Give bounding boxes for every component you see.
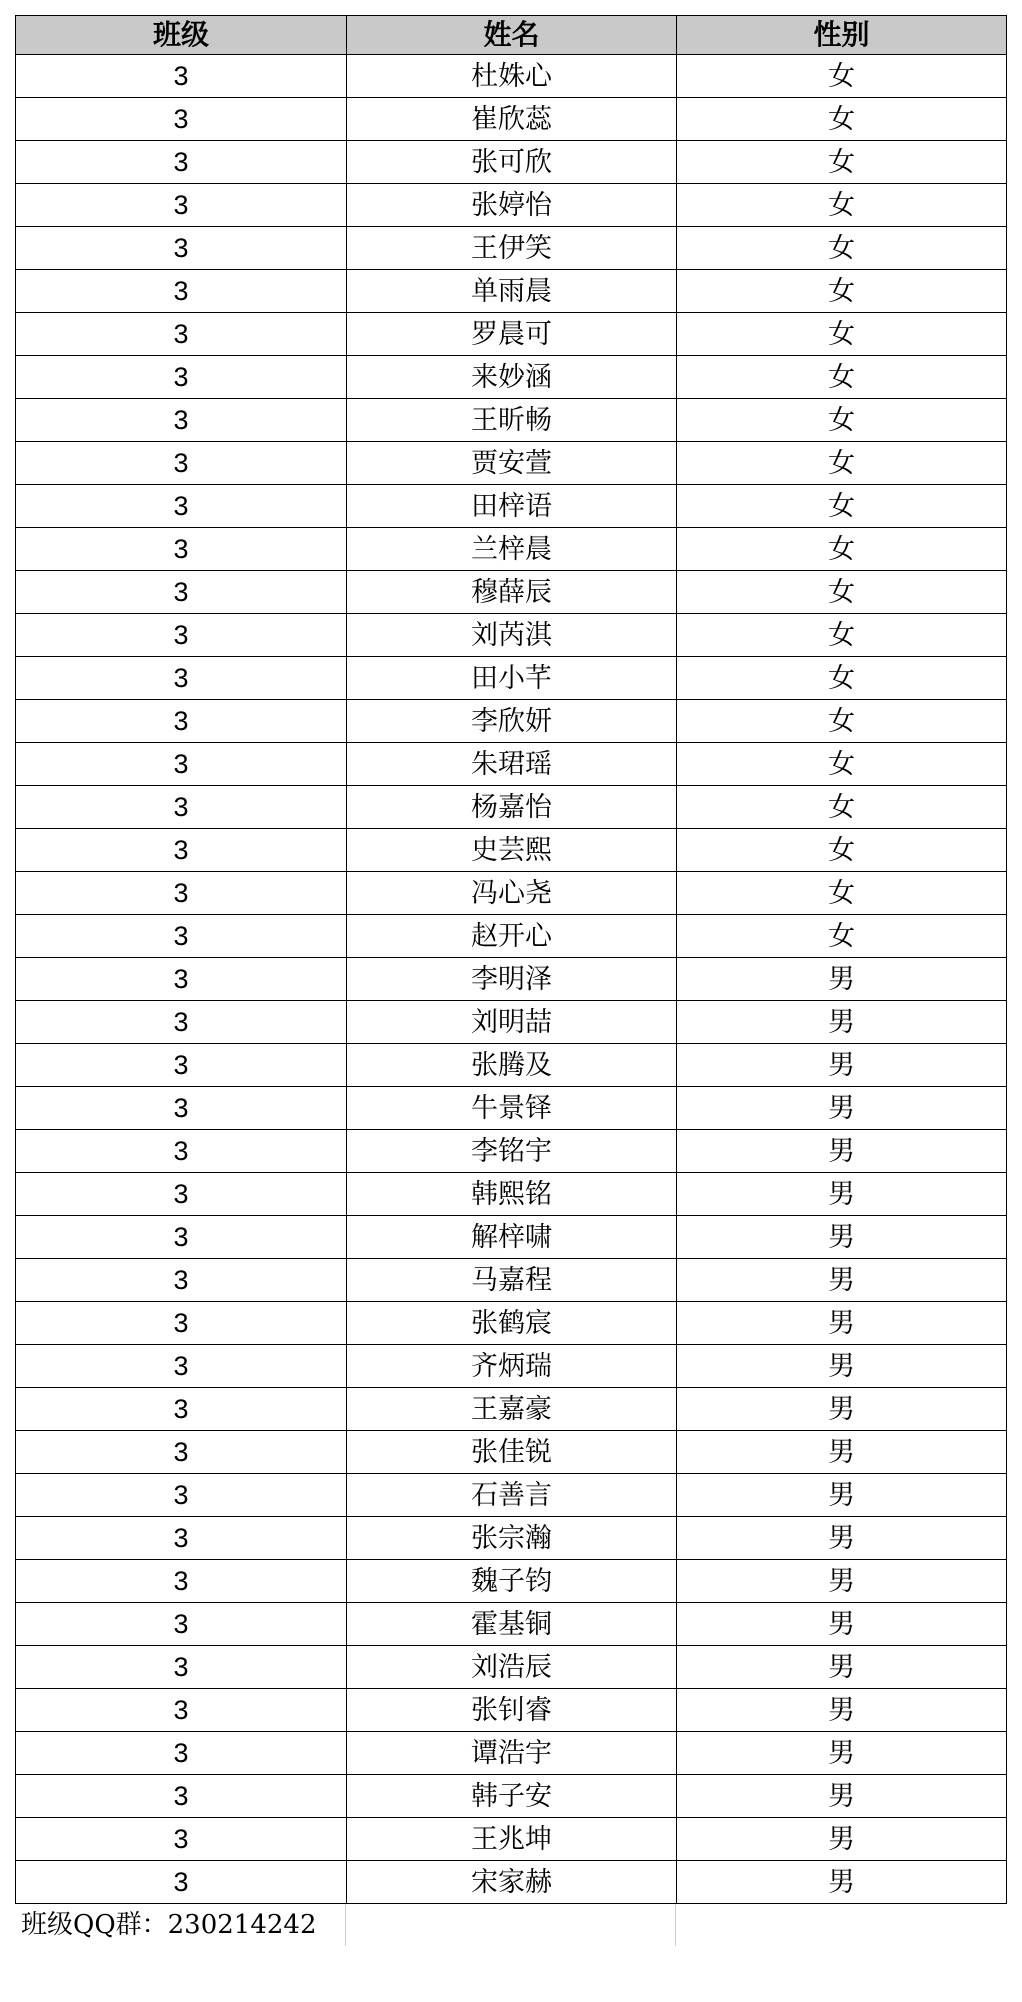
table-row <box>16 1603 1007 1646</box>
cell-class: 3 <box>16 1087 347 1130</box>
table-row <box>16 829 1007 872</box>
cell-class: 3 <box>16 485 347 528</box>
cell-name: 张佳锐 <box>347 1431 677 1474</box>
cell-name: 杜姝心 <box>347 55 677 98</box>
cell-class: 3 <box>16 700 347 743</box>
cell-gender: 男 <box>677 1087 1007 1130</box>
cell-gender: 男 <box>677 1861 1007 1904</box>
cell-class: 3 <box>16 872 347 915</box>
cell-class: 3 <box>16 399 347 442</box>
cell-name: 谭浩宇 <box>347 1732 677 1775</box>
cell-name: 王昕畅 <box>347 399 677 442</box>
cell-name: 韩熙铭 <box>347 1173 677 1216</box>
cell-class: 3 <box>16 1474 347 1517</box>
table-row <box>16 1173 1007 1216</box>
cell-name: 解梓啸 <box>347 1216 677 1259</box>
cell-gender: 男 <box>677 1775 1007 1818</box>
cell-gender: 女 <box>677 657 1007 700</box>
cell-name: 田小芊 <box>347 657 677 700</box>
cell-name: 张鹤宸 <box>347 1302 677 1345</box>
table-row <box>16 958 1007 1001</box>
cell-gender: 男 <box>677 1259 1007 1302</box>
cell-name: 王嘉豪 <box>347 1388 677 1431</box>
cell-name: 刘芮淇 <box>347 614 677 657</box>
cell-gender: 女 <box>677 184 1007 227</box>
table-row <box>16 743 1007 786</box>
cell-gender: 女 <box>677 98 1007 141</box>
cell-gender: 男 <box>677 1818 1007 1861</box>
table-row <box>16 614 1007 657</box>
table-row <box>16 98 1007 141</box>
cell-name: 霍基铜 <box>347 1603 677 1646</box>
table-row <box>16 1087 1007 1130</box>
column-header-class: 班级 <box>16 16 347 55</box>
table-row <box>16 55 1007 98</box>
table-row <box>16 1044 1007 1087</box>
table-row <box>16 915 1007 958</box>
table-row <box>16 1259 1007 1302</box>
table-row <box>16 1689 1007 1732</box>
cell-name: 韩子安 <box>347 1775 677 1818</box>
cell-name: 张宗瀚 <box>347 1517 677 1560</box>
cell-gender: 女 <box>677 571 1007 614</box>
cell-class: 3 <box>16 270 347 313</box>
table-row <box>16 1775 1007 1818</box>
table-row <box>16 184 1007 227</box>
cell-class: 3 <box>16 227 347 270</box>
class-qq-group-note: 班级QQ群：230214242 <box>15 1904 346 1946</box>
table-row <box>16 657 1007 700</box>
cell-gender: 女 <box>677 399 1007 442</box>
column-header-gender: 性别 <box>677 16 1007 55</box>
cell-name: 王伊笑 <box>347 227 677 270</box>
cell-class: 3 <box>16 442 347 485</box>
cell-name: 王兆坤 <box>347 1818 677 1861</box>
cell-name: 刘浩辰 <box>347 1646 677 1689</box>
table-row <box>16 528 1007 571</box>
cell-class: 3 <box>16 1388 347 1431</box>
cell-class: 3 <box>16 184 347 227</box>
cell-name: 杨嘉怡 <box>347 786 677 829</box>
cell-class: 3 <box>16 1517 347 1560</box>
table-row <box>16 786 1007 829</box>
cell-name: 齐炳瑞 <box>347 1345 677 1388</box>
cell-name: 赵开心 <box>347 915 677 958</box>
cell-name: 宋家赫 <box>347 1861 677 1904</box>
cell-gender: 女 <box>677 700 1007 743</box>
cell-gender: 女 <box>677 442 1007 485</box>
table-row <box>16 227 1007 270</box>
cell-class: 3 <box>16 1216 347 1259</box>
cell-class: 3 <box>16 614 347 657</box>
cell-class: 3 <box>16 356 347 399</box>
cell-gender: 女 <box>677 786 1007 829</box>
cell-gender: 男 <box>677 1431 1007 1474</box>
table-row <box>16 356 1007 399</box>
table-row <box>16 1388 1007 1431</box>
cell-name: 李欣妍 <box>347 700 677 743</box>
cell-gender: 女 <box>677 270 1007 313</box>
cell-gender: 女 <box>677 743 1007 786</box>
cell-gender: 女 <box>677 614 1007 657</box>
cell-class: 3 <box>16 743 347 786</box>
table-row <box>16 1560 1007 1603</box>
cell-gender: 女 <box>677 872 1007 915</box>
cell-name: 田梓语 <box>347 485 677 528</box>
cell-class: 3 <box>16 1302 347 1345</box>
roster-table <box>15 15 1007 1904</box>
footer-row <box>15 1904 1006 1946</box>
cell-class: 3 <box>16 915 347 958</box>
table-row <box>16 1130 1007 1173</box>
cell-gender: 男 <box>677 1388 1007 1431</box>
roster-body <box>16 55 1007 1904</box>
cell-class: 3 <box>16 1130 347 1173</box>
cell-name: 李明泽 <box>347 958 677 1001</box>
table-row <box>16 1732 1007 1775</box>
cell-name: 崔欣蕊 <box>347 98 677 141</box>
cell-class: 3 <box>16 528 347 571</box>
cell-gender: 男 <box>677 1646 1007 1689</box>
cell-class: 3 <box>16 1001 347 1044</box>
cell-gender: 男 <box>677 1603 1007 1646</box>
cell-gender: 女 <box>677 528 1007 571</box>
cell-name: 李铭宇 <box>347 1130 677 1173</box>
cell-gender: 男 <box>677 1474 1007 1517</box>
footer-empty-cell <box>676 1904 1006 1946</box>
cell-class: 3 <box>16 1431 347 1474</box>
cell-gender: 男 <box>677 1216 1007 1259</box>
cell-gender: 男 <box>677 1173 1007 1216</box>
cell-name: 罗晨可 <box>347 313 677 356</box>
cell-gender: 女 <box>677 227 1007 270</box>
cell-gender: 女 <box>677 915 1007 958</box>
table-row <box>16 872 1007 915</box>
cell-name: 张可欣 <box>347 141 677 184</box>
header-row <box>16 16 1007 55</box>
footer-empty-cell <box>346 1904 676 1946</box>
cell-class: 3 <box>16 571 347 614</box>
cell-gender: 女 <box>677 141 1007 184</box>
table-row <box>16 1861 1007 1904</box>
cell-class: 3 <box>16 1173 347 1216</box>
cell-name: 张钊睿 <box>347 1689 677 1732</box>
cell-gender: 女 <box>677 829 1007 872</box>
cell-gender: 男 <box>677 1130 1007 1173</box>
cell-name: 兰梓晨 <box>347 528 677 571</box>
cell-name: 魏子钧 <box>347 1560 677 1603</box>
table-row <box>16 1216 1007 1259</box>
table-row <box>16 1474 1007 1517</box>
table-row <box>16 399 1007 442</box>
cell-class: 3 <box>16 1689 347 1732</box>
cell-class: 3 <box>16 1044 347 1087</box>
cell-gender: 男 <box>677 1689 1007 1732</box>
cell-gender: 男 <box>677 1001 1007 1044</box>
table-row <box>16 270 1007 313</box>
cell-class: 3 <box>16 1603 347 1646</box>
cell-class: 3 <box>16 1345 347 1388</box>
cell-gender: 男 <box>677 1732 1007 1775</box>
cell-name: 马嘉程 <box>347 1259 677 1302</box>
table-row <box>16 1431 1007 1474</box>
table-row <box>16 700 1007 743</box>
cell-gender: 女 <box>677 485 1007 528</box>
cell-name: 刘明喆 <box>347 1001 677 1044</box>
cell-class: 3 <box>16 657 347 700</box>
cell-class: 3 <box>16 1861 347 1904</box>
cell-gender: 男 <box>677 1345 1007 1388</box>
cell-name: 单雨晨 <box>347 270 677 313</box>
cell-gender: 女 <box>677 356 1007 399</box>
cell-class: 3 <box>16 98 347 141</box>
table-row <box>16 1517 1007 1560</box>
cell-gender: 女 <box>677 55 1007 98</box>
cell-class: 3 <box>16 55 347 98</box>
cell-class: 3 <box>16 1818 347 1861</box>
cell-name: 张腾及 <box>347 1044 677 1087</box>
table-row <box>16 1001 1007 1044</box>
cell-name: 石善言 <box>347 1474 677 1517</box>
cell-class: 3 <box>16 1646 347 1689</box>
table-row <box>16 1646 1007 1689</box>
cell-gender: 男 <box>677 1517 1007 1560</box>
table-row <box>16 313 1007 356</box>
cell-name: 牛景铎 <box>347 1087 677 1130</box>
table-row <box>16 1345 1007 1388</box>
cell-class: 3 <box>16 1775 347 1818</box>
cell-name: 来妙涵 <box>347 356 677 399</box>
table-row <box>16 1302 1007 1345</box>
cell-gender: 男 <box>677 1560 1007 1603</box>
table-row <box>16 571 1007 614</box>
cell-name: 冯心尧 <box>347 872 677 915</box>
cell-gender: 男 <box>677 1044 1007 1087</box>
cell-name: 张婷怡 <box>347 184 677 227</box>
column-header-name: 姓名 <box>347 16 677 55</box>
cell-gender: 男 <box>677 1302 1007 1345</box>
table-row <box>16 1818 1007 1861</box>
cell-class: 3 <box>16 141 347 184</box>
cell-class: 3 <box>16 1259 347 1302</box>
cell-name: 穆薛辰 <box>347 571 677 614</box>
cell-class: 3 <box>16 1560 347 1603</box>
roster-sheet <box>15 15 1006 1946</box>
table-row <box>16 485 1007 528</box>
cell-class: 3 <box>16 829 347 872</box>
cell-name: 贾安萱 <box>347 442 677 485</box>
cell-gender: 男 <box>677 958 1007 1001</box>
cell-name: 史芸熙 <box>347 829 677 872</box>
cell-class: 3 <box>16 1732 347 1775</box>
cell-name: 朱珺瑶 <box>347 743 677 786</box>
cell-gender: 女 <box>677 313 1007 356</box>
cell-class: 3 <box>16 958 347 1001</box>
table-row <box>16 442 1007 485</box>
cell-class: 3 <box>16 313 347 356</box>
cell-class: 3 <box>16 786 347 829</box>
table-row <box>16 141 1007 184</box>
